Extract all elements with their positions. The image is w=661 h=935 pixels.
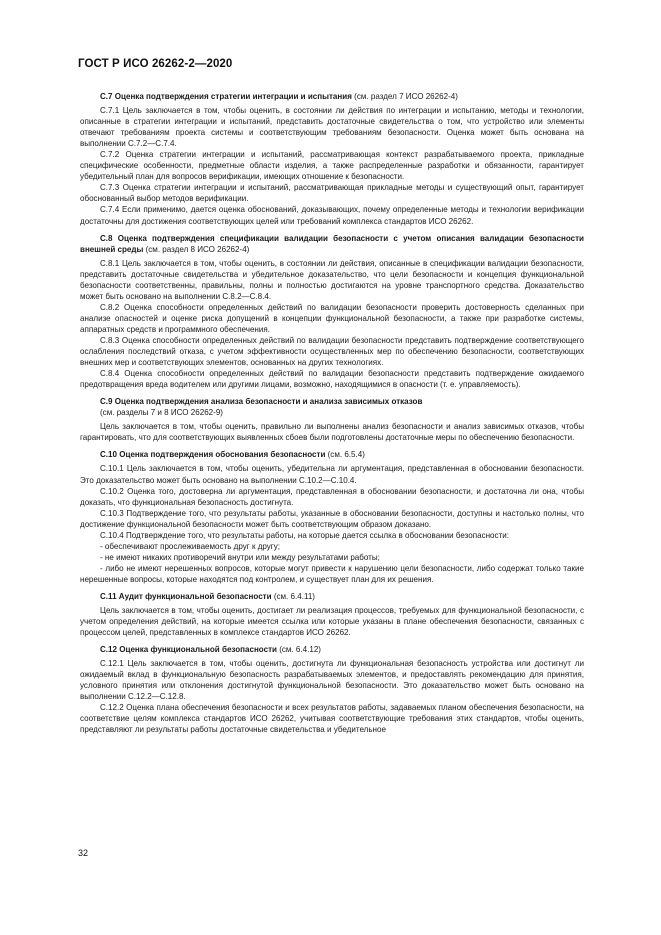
list-item: - обеспечивают прослеживаемость друг к другу;: [100, 541, 280, 551]
section-title: С.12 Оценка функциональной безопасности: [100, 645, 277, 655]
paragraph: С.10.3 Подтверждение того, что результаты работы, указанные в обосновании безопасности, доступны и настолько полны, что достижение функциональной безопасности может быть соответствующим образом доказано.: [80, 508, 584, 529]
page-header-title: ГОСТ Р ИСО 26262-2—2020: [78, 58, 233, 70]
section-heading-c11: [80, 591, 584, 602]
section-ref: (см. 6.4.12): [276, 645, 321, 655]
section-title: С.7 Оценка подтверждения стратегии интеграции и испытания: [100, 92, 352, 101]
page-number: 32: [78, 848, 89, 858]
section-ref: (см. 6.4.11): [271, 591, 315, 601]
paragraph: С.8.2 Оценка способности определенных действий по валидации безопасности проверить достоверность сделанных при анализе опасностей и оценке риска допущений в концепции функциональной безопасности, а также при разработке системы, аппаратных средств и программного обеспечения.: [80, 302, 584, 334]
section-title: С.11 Аудит функциональной безопасности: [100, 591, 272, 601]
paragraph: С.10.4 Подтверждение того, что результаты работы, на которые дается ссылка в обосновании безопасности:: [100, 530, 509, 540]
list-item: - не имеют никаких противоречий внутри или между результатами работы;: [100, 552, 380, 562]
paragraph: С.7.2 Оценка стратегии интеграции и испытаний, рассматривающая контекст разрабатываемого проекта, прикладные специфические особенности, предметные области изделия, а также распределенные разработки и обязанности, гарантирует убедительный план для вопросов верификации, имеющих отношение к безопасности.: [80, 150, 584, 182]
section-title: С.10 Оценка подтверждения обоснования безопасности: [100, 450, 326, 460]
paragraph: С.8.3 Оценка способности определенных действий по валидации безопасности представить подтверждение соответствующего ослабления последствий отказа, с учетом эффективности осуществленных мер по обеспечению безопасности, соответствующих внешних мер и соответствующих элементов, основанных на других технологиях.: [80, 335, 584, 368]
paragraph: С.10.2 Оценка того, достоверна ли аргументация, представленная в обосновании безопасности, и достаточна ли она, чтобы доказать, что функциональная безопасность достигнута.: [80, 486, 584, 507]
paragraph: С.12.2 Оценка плана обеспечения безопасности и всех результатов работы, задаваемых планом обеспечения безопасности, на соответствие целям комплекса стандартов ИСО 26262, учитывая соответствующие требования этих стандартов, чтобы оценить, представляют ли результаты работы достаточные свидетельства и убедительное: [80, 703, 584, 735]
paragraph: Цель заключается в том, чтобы оценить, достигает ли реализация процессов, требуемых для функциональной безопасности, с учетом определения действий, на которые имеется ссылка или которые указаны в плане обеспечения безопасности, связанных с процессом целей, представленных в комплексе стандартов ИСО 26262.: [80, 606, 584, 638]
paragraph: С.7.4 Если применимо, дается оценка обоснований, доказывающих, почему определенные методы и технологии верификации достаточны для достижения соответствующих целей или требований комплекса стандартов ИСО 26262.: [80, 205, 584, 226]
paragraph: С.7.1 Цель заключается в том, чтобы оценить, в состоянии ли действия по интеграции и испытанию, методы и технологии, описанные в стратегии интеграции и испытаний, представить достаточные свидетельства о том, что устройство или элементы отвечают требованиям проекта системы и соответствующим требованиям безопасности. Оценка может быть основана на выполнении С.7.2—С.7.4.: [80, 106, 584, 149]
section-heading-c9: С.9 Оценка подтверждения анализа безопасности и анализа зависимых отказов: [100, 397, 423, 407]
section-heading-c10: [80, 449, 584, 460]
paragraph: С.7.3 Оценка стратегии интеграции и испытаний, рассматривающая прикладные методы и существующий опыт, гарантирует обоснованный выбор методов верификации.: [80, 183, 584, 204]
list-item: - либо не имеют нерешенных вопросов, которые могут привести к нарушению цели безопасности, либо содержат только такие нерешенные вопросы, которые находятся под контролем, и существует план для их решения.: [80, 563, 584, 584]
section-title: С.8 Оценка подтверждения спецификации валидации безопасности с учетом описания валидации безопасности внешней среды: [80, 233, 584, 254]
document-body: [80, 91, 584, 736]
paragraph: С.12.1 Цель заключается в том, чтобы оценить, достигнута ли функциональная безопасность устройства или достигнут ли ожидаемый вклад в функциональную безопасность разрабатываемых элементов, и предоставлять рекомендацию для принятия, условного принятия или отклонения достигнутой функциональной безопасности. Это доказательство может быть основано на выполнении С.12.2—С.12.8.: [80, 659, 584, 702]
section-heading-c8: [80, 233, 584, 255]
section-ref: (см. раздел 7 ИСО 26262-4): [351, 92, 458, 101]
section-ref: (см. 6.5.4): [325, 450, 365, 460]
paragraph: С.8.4 Оценка способности определенных действий по валидации безопасности представить подтверждение ожидаемого предотвращения вреда водителем или другими лицами, возможно, находящимися в опасности (т. е. управляемость).: [80, 369, 584, 390]
section-heading-c12: [80, 644, 584, 655]
section-ref: (см. разделы 7 и 8 ИСО 26262-9): [100, 408, 223, 418]
paragraph: Цель заключается в том, чтобы оценить, правильно ли выполнены анализ безопасности и анализ зависимых отказов, чтобы гарантировать, что для соответствующих выявленных сбоев были подготовлены достаточные меры по обеспечению безопасности.: [80, 422, 584, 443]
paragraph: С.10.1 Цель заключается в том, чтобы оценить, убедительна ли аргументация, представленная в обосновании безопасности. Это доказательство может быть основано на выполнении С.10.2—С.10.4.: [80, 464, 584, 485]
paragraph: С.8.1 Цель заключается в том, чтобы оценить, в состоянии ли действия, описанные в спецификации валидации безопасности, представить достаточные свидетельства и убедительное доказательство, что цели безопасности и концепция функциональной безопасности соответственны, правильны, полны и полностью достигаются на уровне транспортного средства. Доказательство может быть основано на выполнении С.8.2—С.8.4.: [80, 258, 584, 301]
section-ref: (см. раздел 8 ИСО 26262-4): [143, 244, 250, 254]
section-heading-c7: [80, 91, 584, 102]
